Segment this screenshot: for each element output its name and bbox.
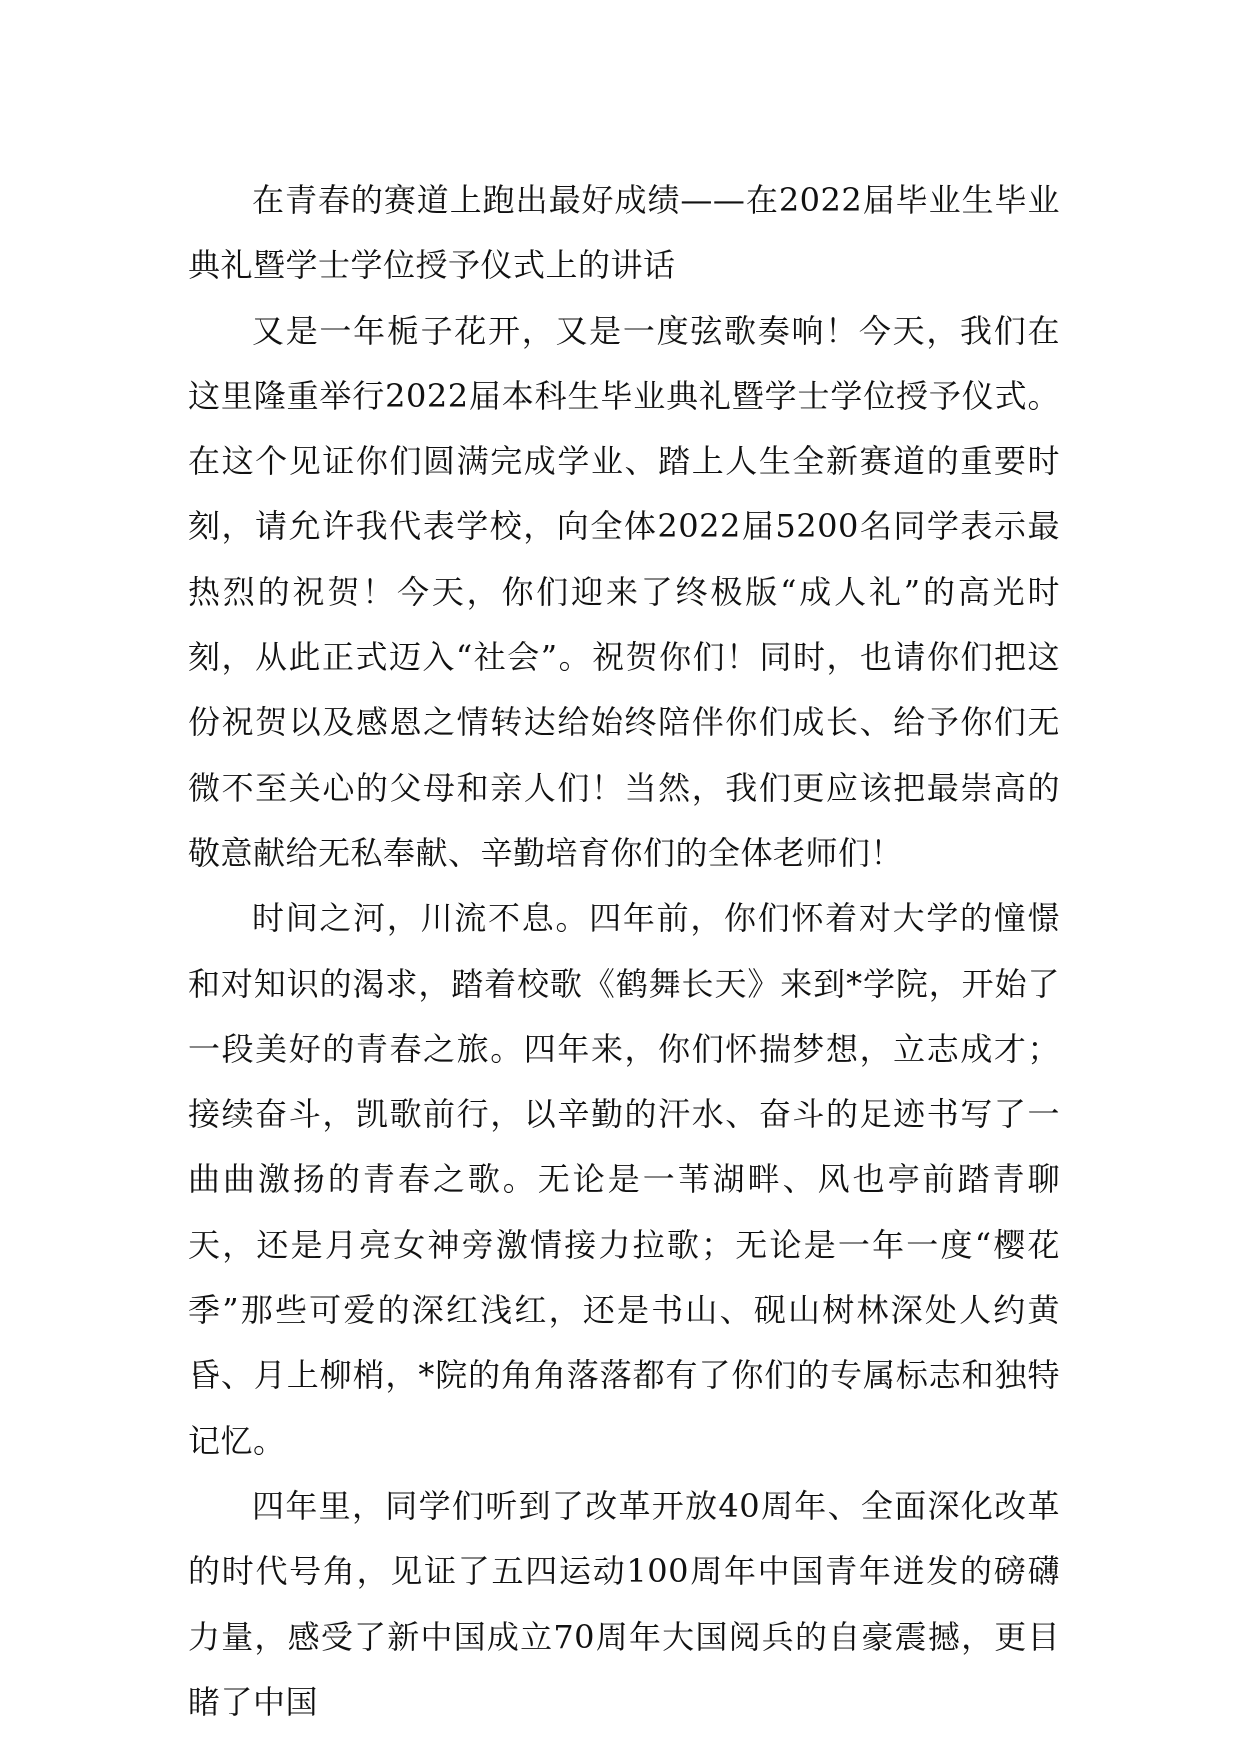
paragraph-opening: 又是一年栀子花开，又是一度弦歌奏响！今天，我们在这里隆重举行2022届本科生毕业典礼暨学士学位授予仪式。在这个见证你们圆满完成学业、踏上人生全新赛道的重要时刻，请允许我代表学校，向全体2022届5200名同学表示最热烈的祝贺！今天，你们迎来了终极版“成人礼”的高光时刻，从此正式迈入“社会”。祝贺你们！同时，也请你们把这份祝贺以及感恩之情转达给始终陪伴你们成长、给予你们无微不至关心的父母和亲人们！当然，我们更应该把最崇高的敬意献给无私奉献、辛勤培育你们的全体老师们！ bbox=[188, 311, 1060, 872]
document-title: 在青春的赛道上跑出最好成绩——在2022届毕业生毕业典礼暨学士学位授予仪式上的讲话 bbox=[188, 181, 1060, 285]
paragraph-memories: 时间之河，川流不息。四年前，你们怀着对大学的憧憬和对知识的渴求，踏着校歌《鹤舞长天》来到*学院，开始了一段美好的青春之旅。四年来，你们怀揣梦想，立志成才；接续奋斗，凯歌前行，以辛勤的汗水、奋斗的足迹书写了一曲曲激扬的青春之歌。无论是一苇湖畔、风也亭前踏青聊天，还是月亮女神旁激情接力拉歌；无论是一年一度“樱花季”那些可爱的深红浅红，还是书山、砚山树林深处人约黄昏、月上柳梢，*院的角角落落都有了你们的专属标志和独特记忆。 bbox=[188, 899, 1060, 1460]
paragraph-four-years: 四年里，同学们听到了改革开放40周年、全面深化改革的时代号角，见证了五四运动100周年中国青年迸发的磅礴力量，感受了新中国成立70周年大国阅兵的自豪震撼，更目睹了中国 bbox=[188, 1486, 1060, 1721]
document-body bbox=[188, 168, 1060, 1735]
